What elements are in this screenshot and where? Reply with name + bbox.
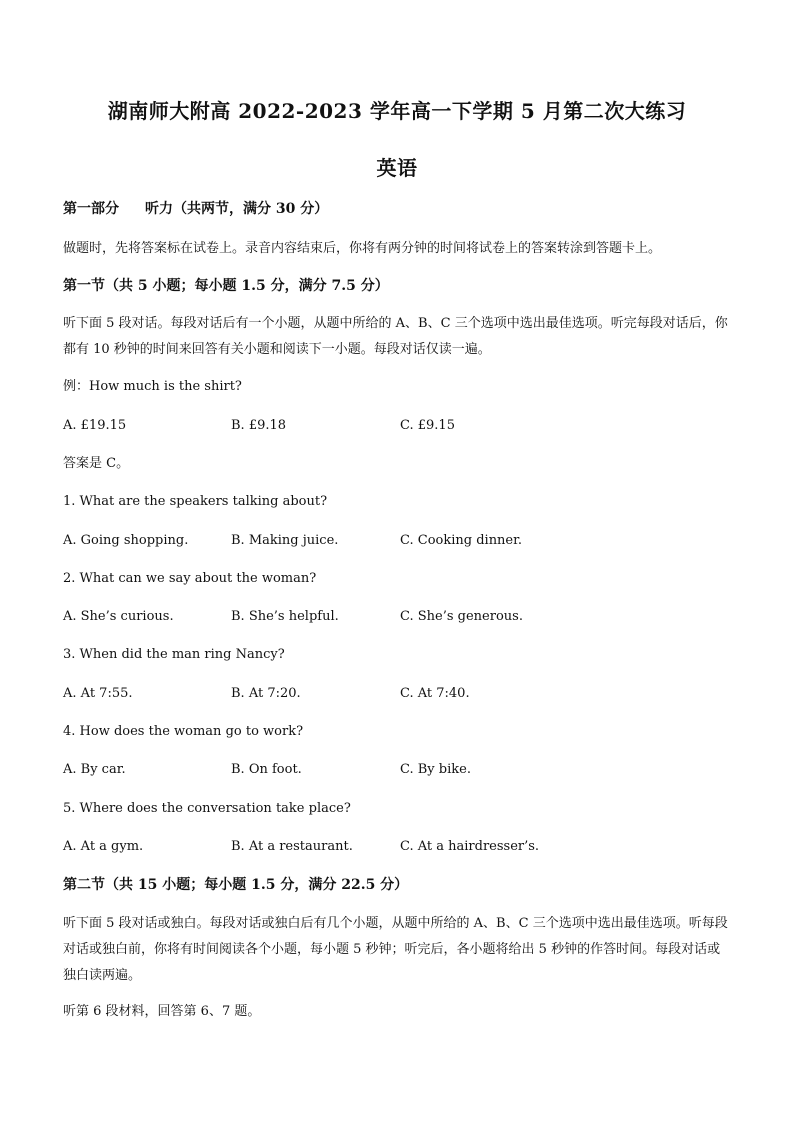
section2-instruction: 听下面 5 段对话或独白。每段对话或独白后有几个小题，从题中所给的 A、B、C 三个选项中选出最佳选项。听每段对话或独白前，你将有时间阅读各个小题，每小题 5 秒钟；听完后，各小题将给出 5 秒钟的作答时间。每段对话或独白读两遍。	[63, 916, 728, 983]
part1-name: 第一部分	[63, 201, 119, 217]
section2-heading: 第二节（共 15 小题；每小题 1.5 分，满分 22.5 分）	[63, 877, 409, 893]
option-a: A. £19.15	[63, 418, 127, 433]
option-c: C. At a hairdresser’s.	[400, 839, 540, 854]
option-c: C. At 7:40.	[400, 686, 470, 701]
section1-instruction: 听下面 5 段对话。每段对话后有一个小题，从题中所给的 A、B、C 三个选项中选出最佳选项。听完每段对话后，你都有 10 秒钟的时间来回答有关小题和阅读下一小题。每段对话仅读一遍。	[63, 316, 728, 357]
option-a: A. She’s curious.	[63, 609, 174, 624]
option-b: B. She’s helpful.	[231, 609, 339, 624]
question-5: 5. Where does the conversation take place?	[63, 801, 351, 816]
question-1: 1. What are the speakers talking about?	[63, 494, 328, 509]
example-options	[63, 415, 733, 437]
question-3: 3. When did the man ring Nancy?	[63, 647, 285, 662]
question-4-options	[63, 759, 733, 781]
example-answer: 答案是 C。	[63, 456, 130, 471]
option-a: A. At 7:55.	[63, 686, 133, 701]
option-c: C. By bike.	[400, 762, 471, 777]
option-b: B. At a restaurant.	[231, 839, 353, 854]
option-a: A. By car.	[63, 762, 126, 777]
question-5-options	[63, 836, 733, 858]
exam-title: 湖南师大附高 2022-2023 学年高一下学期 5 月第二次大练习	[107, 99, 687, 123]
section1-heading: 第一节（共 5 小题；每小题 1.5 分，满分 7.5 分）	[63, 278, 389, 294]
option-c: C. £9.15	[400, 418, 455, 433]
part1-instruction: 做题时，先将答案标在试卷上。录音内容结束后，你将有两分钟的时间将试卷上的答案转涂到答题卡上。	[63, 241, 662, 256]
option-b: B. At 7:20.	[231, 686, 301, 701]
example-question: 例：How much is the shirt?	[63, 379, 242, 394]
exam-subject: 英语	[376, 156, 418, 180]
option-b: B. Making juice.	[231, 533, 339, 548]
option-b: B. £9.18	[231, 418, 287, 433]
question-3-options	[63, 683, 733, 705]
option-a: A. At a gym.	[63, 839, 144, 854]
option-c: C. She’s generous.	[400, 609, 523, 624]
question-4: 4. How does the woman go to work?	[63, 724, 304, 739]
material-note: 听第 6 段材料，回答第 6、7 题。	[63, 1004, 261, 1019]
question-1-options	[63, 530, 733, 552]
part1-label: 听力（共两节，满分 30 分）	[145, 201, 329, 217]
question-2-options	[63, 606, 733, 628]
option-b: B. On foot.	[231, 762, 302, 777]
option-c: C. Cooking dinner.	[400, 533, 523, 548]
part1-heading	[63, 198, 733, 220]
question-2: 2. What can we say about the woman?	[63, 571, 317, 586]
option-a: A. Going shopping.	[63, 533, 189, 548]
